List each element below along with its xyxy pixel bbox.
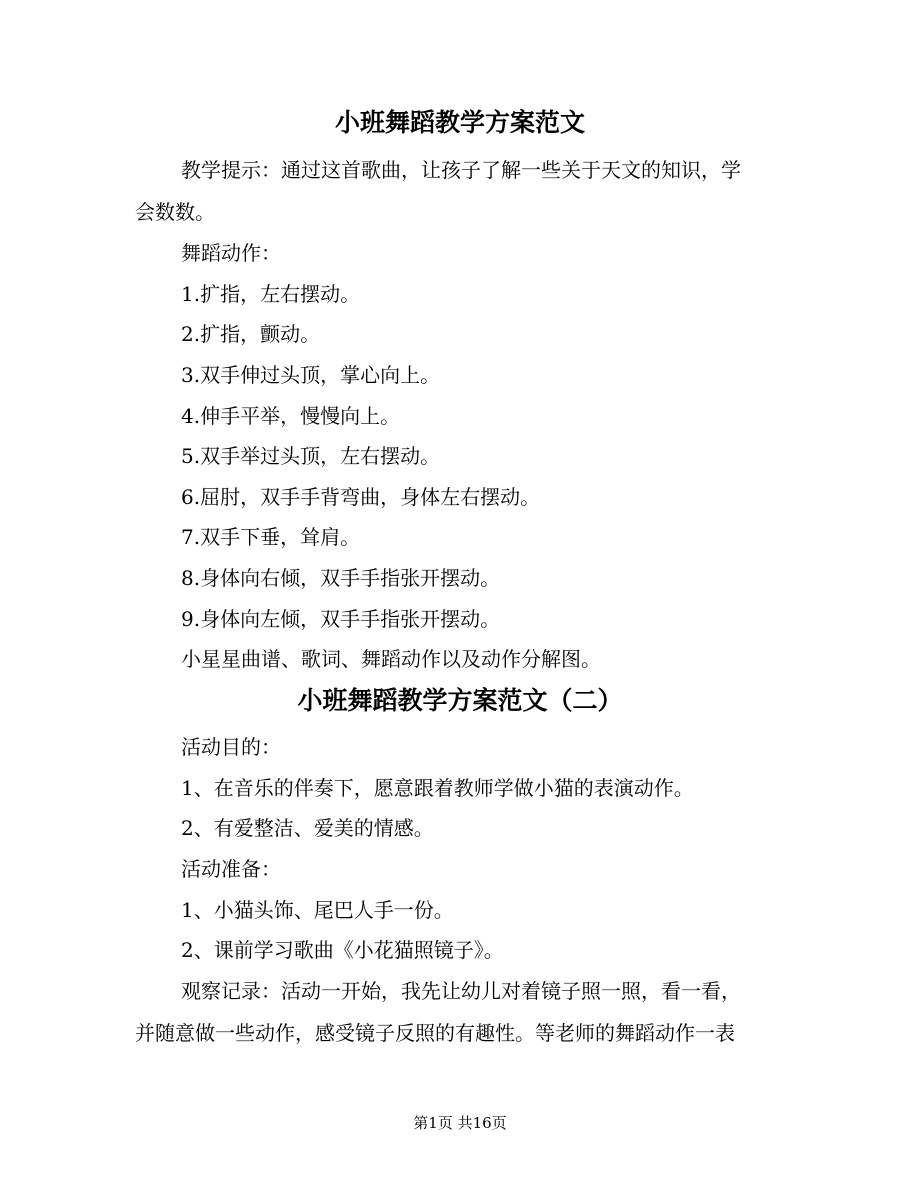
activity-goal-heading: 活动目的：	[181, 735, 281, 759]
dance-step: 4.伸手平举，慢慢向上。	[181, 404, 401, 428]
page-number-footer: 第1页 共16页	[413, 1114, 507, 1132]
activity-goal-item: 2、有爱整洁、爱美的情感。	[181, 816, 434, 840]
observation-line-1: 观察记录：活动一开始，我先让幼儿对着镜子照一照，看一看，	[181, 979, 741, 1003]
activity-goal-item: 1、在音乐的伴奏下，愿意跟着教师学做小猫的表演动作。	[181, 776, 694, 800]
observation-line-2: 并随意做一些动作，感受镜子反照的有趣性。等老师的舞蹈动作一表	[135, 1021, 735, 1045]
dance-step: 8.身体向右倾，双手手指张开摆动。	[181, 566, 501, 590]
materials-note: 小星星曲谱、歌词、舞蹈动作以及动作分解图。	[181, 647, 601, 671]
dance-moves-heading: 舞蹈动作：	[181, 241, 281, 265]
dance-step: 9.身体向左倾，双手手指张开摆动。	[181, 607, 501, 631]
dance-step: 1.扩指，左右摆动。	[181, 282, 361, 306]
activity-prep-heading: 活动准备：	[181, 857, 281, 881]
section-title-2: 小班舞蹈教学方案范文（二）	[297, 686, 623, 715]
intro-paragraph-line-1: 教学提示：通过这首歌曲，让孩子了解一些关于天文的知识，学	[181, 158, 741, 182]
dance-step: 7.双手下垂，耸肩。	[181, 525, 361, 549]
intro-paragraph-line-2: 会数数。	[135, 200, 215, 224]
dance-step: 5.双手举过头顶，左右摆动。	[181, 444, 441, 468]
activity-prep-item: 1、小猫头饰、尾巴人手一份。	[181, 898, 454, 922]
dance-step: 2.扩指，颤动。	[181, 322, 321, 346]
document-title: 小班舞蹈教学方案范文	[334, 108, 585, 137]
dance-step: 3.双手伸过头顶，掌心向上。	[181, 363, 441, 387]
activity-prep-item: 2、课前学习歌曲《小花猫照镜子》。	[181, 938, 504, 962]
dance-step: 6.屈肘，双手手背弯曲，身体左右摆动。	[181, 485, 541, 509]
